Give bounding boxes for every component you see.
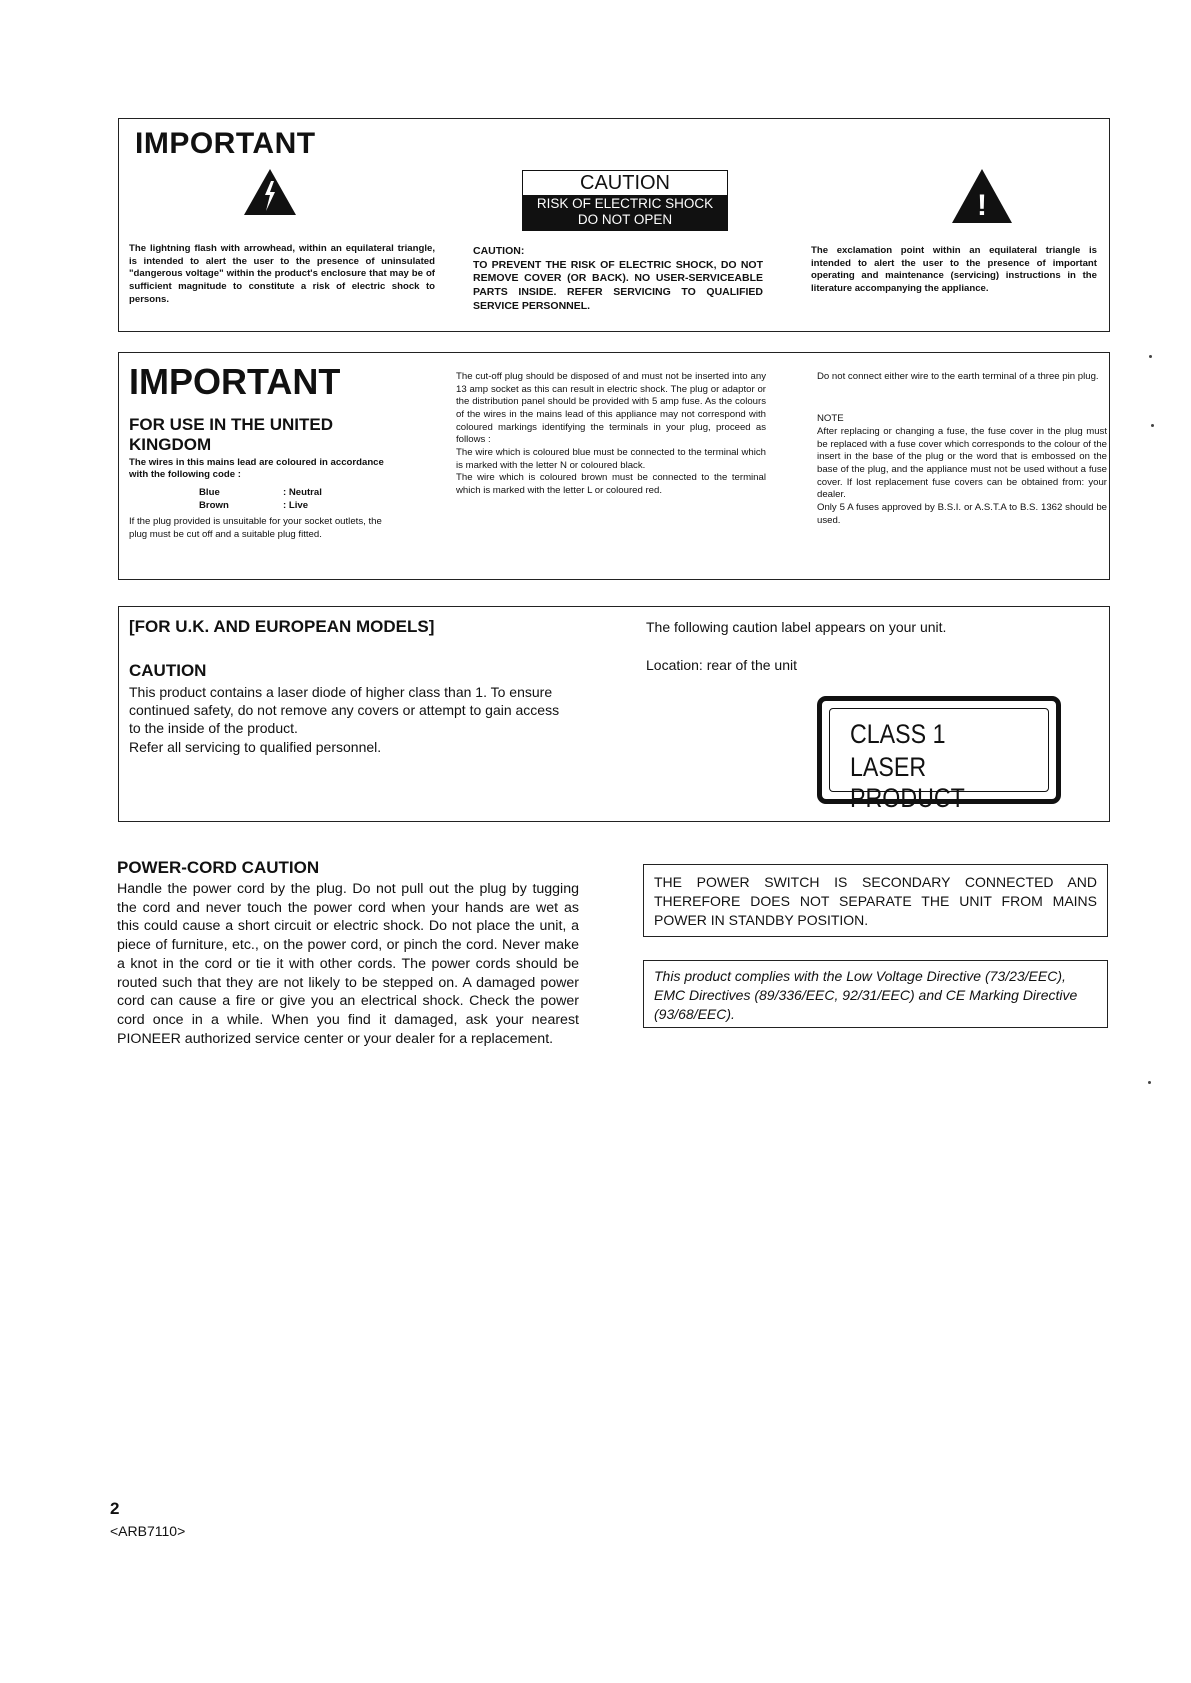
lightning-explanation: The lightning flash with arrowhead, within an equilateral triangle, is intended to alert the user to the presence of uninsulated "dangerous voltage" within the product's enclosure that may be of sufficient magnitude to constitute a risk of electric shock to persons. xyxy=(129,243,435,305)
scan-speck xyxy=(1148,1081,1151,1084)
plug-unsuitable-text: If the plug provided is unsuitable for your socket outlets, the plug must be cut off and a suitable plug fitted. xyxy=(129,516,382,540)
note-label: NOTE xyxy=(817,413,844,424)
power-cord-text: Handle the power cord by the plug. Do not pull out the plug by tugging the cord and never touch the power cord when your hands are wet as this could cause a short circuit or electric shock. Do not place the unit, a piece of furniture, etc., on the power cord, or pinch the cord. Never make a knot in the cord or tie it with other cords. The power cords should be routed such that they are not likely to be stepped on. A damaged power cord can cause a fire or give you an electrical shock. Check the power cord once in a while. When you find it damaged, ask your nearest PIONEER authorized service center or your dealer for a replacement. xyxy=(117,881,579,1047)
laser-caution-text xyxy=(129,683,569,756)
exclamation-explanation: The exclamation point within an equilateral triangle is intended to alert the user to the presence of important operating and maintenance (servicing) instructions in the literature accompanying the appliance. xyxy=(811,245,1097,294)
scan-speck xyxy=(1149,355,1152,358)
directive-notice: This product complies with the Low Voltage Directive (73/23/EEC), EMC Directives (89/336/EEC, 92/31/EEC) and CE Marking Directive (93/68/EEC). xyxy=(654,968,1078,1022)
caution-body: TO PREVENT THE RISK OF ELECTRIC SHOCK, DO NOT REMOVE COVER (OR BACK). NO USER-SERVICEABLE PARTS INSIDE. REFER SERVICING TO QUALIFIED SERVICE PERSONNEL. xyxy=(473,258,763,312)
page-number: 2 xyxy=(110,1499,120,1518)
caution-statement xyxy=(473,245,763,313)
exclamation-mark-icon: ! xyxy=(977,189,987,222)
power-switch-notice-box xyxy=(643,864,1108,937)
important-title: IMPORTANT xyxy=(135,127,316,160)
laser-label-line1: CLASS 1 xyxy=(850,719,946,749)
power-switch-notice: THE POWER SWITCH IS SECONDARY CONNECTED AND THEREFORE DOES NOT SEPARATE THE UNIT FROM MAINS POWER IN STANDBY POSITION. xyxy=(654,874,1097,928)
uk-plug-box xyxy=(118,352,1110,580)
brown-wire-text: The wire which is coloured brown must be connected to the terminal which is marked with the letter L or coloured red. xyxy=(456,472,766,496)
blue-wire-text: The wire which is coloured blue must be connected to the terminal which is marked with the letter N or coloured black. xyxy=(456,446,766,471)
caution-heading: CAUTION: xyxy=(473,245,525,257)
earth-terminal-text: Do not connect either wire to the earth terminal of a three pin plug. xyxy=(817,371,1099,382)
label-appears-text: The following caution label appears on your unit. xyxy=(646,619,947,635)
wire-blue-value: : Neutral xyxy=(283,487,322,498)
caution-label-title: CAUTION xyxy=(523,171,727,195)
laser-caution-text-1: This product contains a laser diode of higher class than 1. To ensure continued safety, do not remove any covers or attempt to gain access to the inside of the product. xyxy=(129,684,560,737)
caution-electric-shock-label xyxy=(522,170,728,231)
document-code: <ARB7110> xyxy=(110,1523,186,1539)
cutoff-plug-text: The cut-off plug should be disposed of and must not be inserted into any 13 amp socket as this can result in electric shock. The plug or adaptor or the distribution panel should be provided with 5 amp fuse. As the colours of the wires in the mains lead of this appliance may not correspond with coloured markings identifying the terminals in your plug, proceed as follows : xyxy=(456,371,766,446)
cutoff-plug-column xyxy=(456,371,766,498)
wire-brown-name: Brown xyxy=(199,500,229,511)
power-cord-title: POWER-CORD CAUTION xyxy=(117,858,320,877)
wire-brown-value: : Live xyxy=(283,500,309,511)
wire-blue-name: Blue xyxy=(199,487,220,498)
fuse-note-text: After replacing or changing a fuse, the fuse cover in the plug must be replaced with a fuse cover which corresponds to the colour of the insert in the base of the plug or the word that is embossed on the base of the plug, and the appliance must not be used without a fuse cover. If lost replacement fuse covers can be obtained from: your dealer. xyxy=(817,426,1107,501)
fuse-note-column xyxy=(817,426,1107,527)
laser-label-line2: LASER PRODUCT xyxy=(850,752,965,813)
class1-laser-label xyxy=(817,696,1061,813)
uk-heading: FOR USE IN THE UNITED KINGDOM xyxy=(129,415,334,455)
fuse-approval-text: Only 5 A fuses approved by B.S.I. or A.S.T.A to B.S. 1362 should be used. xyxy=(817,501,1107,526)
laser-caution-text-2: Refer all servicing to qualified personnel. xyxy=(129,738,382,755)
important-warning-box xyxy=(118,118,1110,332)
laser-caution-box xyxy=(118,606,1110,822)
wires-intro: The wires in this mains lead are coloured in accordance with the following code : xyxy=(129,457,384,481)
caution-label-line2: DO NOT OPEN xyxy=(577,212,673,228)
important-title-uk: IMPORTANT xyxy=(129,361,341,402)
lightning-bolt-icon xyxy=(261,181,279,211)
label-location-text: Location: rear of the unit xyxy=(646,657,797,673)
directive-notice-box xyxy=(643,960,1108,1028)
scan-speck xyxy=(1151,424,1154,427)
eu-models-heading: [FOR U.K. AND EUROPEAN MODELS] xyxy=(129,617,435,636)
caution-label-line1: RISK OF ELECTRIC SHOCK xyxy=(536,196,714,211)
laser-caution-title: CAUTION xyxy=(129,661,207,680)
